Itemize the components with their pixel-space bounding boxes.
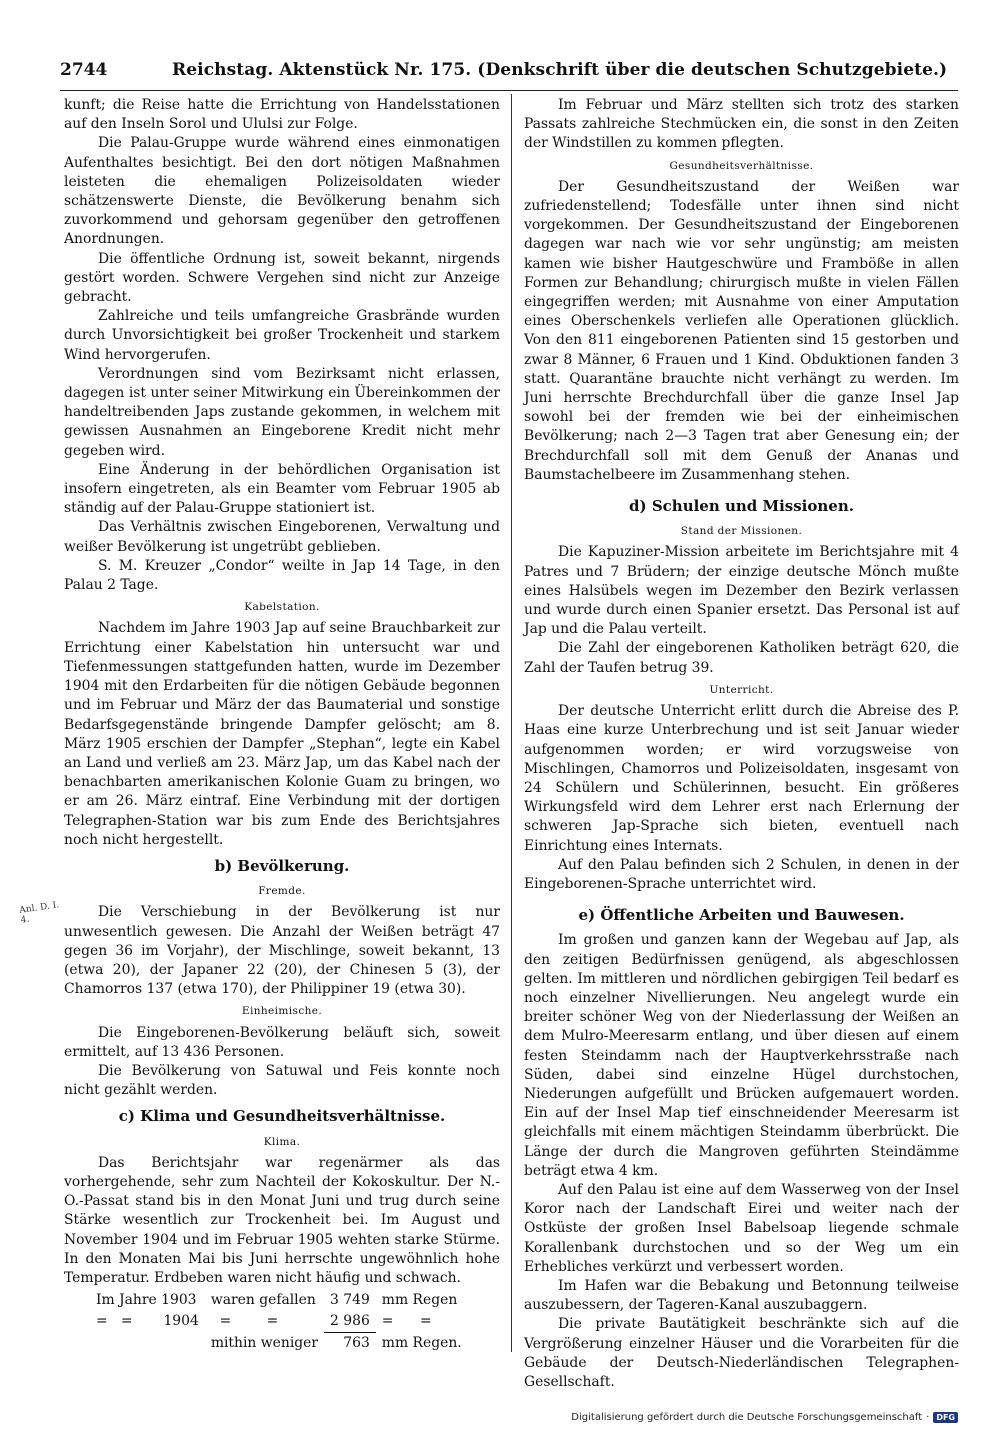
paragraph: Zahlreiche und teils umfangreiche Grasbrände wurden durch Unvorsichtigkeit bei großer Trockenheit und starkem Wind hervorgerufen. <box>64 308 500 363</box>
rainfall-year: 1904 <box>163 1313 199 1330</box>
ditto-mark: = <box>381 1313 394 1330</box>
footer-text: Digitalisierung gefördert durch die Deutsche Forschungsgemeinschaft <box>571 1412 923 1423</box>
paragraph: Die Eingeborenen-Bevölkerung beläuft sich, soweit ermittelt, auf 13 436 Personen. <box>64 1024 500 1060</box>
rainfall-table <box>90 1290 468 1354</box>
paragraph: Eine Änderung in der behördlichen Organisation ist insofern eingetreten, als ein Beamter vom Februar 1905 ab ständig auf der Palau-Gruppe stationiert ist. <box>64 461 500 517</box>
paragraph: Die private Bautätigkeit beschränkte sich auf die Vergrößerung einzelner Häuser und die Vorarbeiten für die Gebäude der Deutsch-Niederländischen Telegraphen-Gesellschaft. <box>524 1316 959 1390</box>
subheading-fremde: Fremde. <box>258 885 306 898</box>
paragraph: Im Hafen war die Bebakung und Betonnung teilweise auszubessern, der Tageren-Kanal auszubaggern. <box>524 1277 959 1314</box>
subheading-klima: Klima. <box>263 1135 301 1148</box>
page-number: 2744 <box>60 60 108 80</box>
rainfall-diff-value: 763 <box>343 1335 370 1352</box>
section-heading-d: d) Schulen und Missionen. <box>629 497 854 516</box>
section-heading-e: e) Öffentliche Arbeiten und Bauwesen. <box>578 906 905 925</box>
paragraph: kunft; die Reise hatte die Errichtung von Handelsstationen auf den Inseln Sorol und Ululsi zur Folge. <box>64 97 500 133</box>
subheading-kabelstation: Kabelstation. <box>244 601 320 614</box>
section-heading-c: c) Klima und Gesundheitsverhältnisse. <box>118 1107 446 1126</box>
ditto-mark: = <box>120 1313 133 1330</box>
footer-separator: · <box>926 1412 930 1423</box>
right-column <box>524 96 959 1392</box>
rainfall-row <box>90 1311 468 1333</box>
paragraph: Nachdem im Jahre 1903 Jap auf seine Brauchbarkeit zur Errichtung einer Kabelstation hin untersucht war und Tiefenmessungen stattgefunden hatten, wurde im Dezember 1904 mit den Erdarbeiten für die nötigen Gebäude begonnen und im Februar und März der das Baumaterial und sonstige Bedarfsgegenstände bringende Dampfer gelöscht; am 8. März 1905 erschien der Dampfer „Stephan“, legte ein Kabel an Land und verließ am 23. März Jap, um das Kabel nach der benachbarten amerikanischen Kolonie Guam zu bringen, wo er am 26. März eintraf. Eine Verbindung mit der dortigen Telegraphen-Station war bis zum Ende des Berichtsjahres noch nicht hergestellt. <box>64 620 500 848</box>
header-rule <box>60 90 958 91</box>
subheading-gesundheit: Gesundheitsverhältnisse. <box>669 159 814 172</box>
running-title: Reichstag. Aktenstück Nr. 175. (Denkschrift über die deutschen Schutzgebiete.) <box>172 60 948 80</box>
page-header <box>60 58 958 88</box>
rainfall-value: 2 986 <box>324 1311 376 1333</box>
rainfall-diff-label: mithin weniger <box>210 1334 319 1351</box>
subheading-unterricht: Unterricht. <box>709 683 774 696</box>
paragraph: Der deutsche Unterricht erlitt durch die Abreise des P. Haas eine kurze Unterbrechung und ist seit Januar wieder aufgenommen worden; er wird vorzugsweise von Mischlingen, Chamorros und Polizeisoldaten, insgesamt von 24 Schülern und Schülerinnen, besucht. Ein größeres Wirkungsfeld wird dem Lehrer erst nach Erlernung der schweren Jap-Sprache sich bieten, eventuell nach Einrichtung eines Internats. <box>524 703 959 854</box>
digitization-footer <box>571 1412 958 1423</box>
ditto-mark: = <box>219 1313 232 1330</box>
rainfall-row <box>90 1333 468 1355</box>
subheading-einheimische: Einheimische. <box>241 1005 323 1018</box>
paragraph: Im Februar und März stellten sich trotz des starken Passats zahlreiche Stechmücken ein, die sonst in den Zeiten der Windstillen zu kommen pflegten. <box>524 97 959 152</box>
rainfall-unit: mm Regen. <box>381 1334 462 1351</box>
paragraph: Im großen und ganzen kann der Wegebau auf Jap, als den zeitigen Bedürfnissen genügend, als abgeschlossen gelten. Im mittleren und nördlichen gebirgigen Teil bedarf es noch einzelner Nivellierungen. Neu angelegt wurde ein breiter schöner Weg von der Niederlassung der Weißen an dem Mulro-Meeresarm entlang, und über diesen auf einem festen Steindamm nach der Hauptverkehrsstraße nach Süden, dabei sind einzelne Hügel durchstochen, Niederungen aufgefüllt und Brücken aufgemauert worden. Ein auf der Insel Map tief einschneidender Meeresarm ist gleichfalls mit einem mächtigen Steindamm überbrückt. Die Länge der durch die Mangroven geführten Steindämme beträgt etwa 4 km. <box>524 932 959 1179</box>
ditto-mark: = <box>266 1313 279 1330</box>
section-heading-b: b) Bevölkerung. <box>214 856 350 875</box>
paragraph: Der Gesundheitszustand der Weißen war zufriedenstellend; Todesfälle unter ihnen sind nicht vorgekommen. Der Gesundheitszustand der Eingeborenen dagegen war nach wie vor sehr ungünstig; am meisten kamen wie bisher Hautgeschwüre und Framböße in allen Formen zur Behandlung; chirurgisch mußte in vielen Fällen eingegriffen werden; mit Ausnahme von einer Amputation eines Oberschenkels verliefen alle Operationen glücklich. Von den 811 eingeborenen Patienten sind 15 gestorben und zwar 8 Männer, 6 Frauen und 1 Kind. Obduktionen fanden 3 statt. Quarantäne brauchte nicht verhängt zu werden. Im Juni herrschte Brechdurchfall über die ganze Insel Jap sowohl bei der fremden wie bei der einheimischen Bevölkerung; nach 2—3 Tagen trat aber Genesung ein; der Brechdurchfall soll mit dem Genuß der Ananas und Baumstachelbeere im Zusammenhang stehen. <box>524 178 959 483</box>
rainfall-row <box>90 1290 468 1311</box>
paragraph: Die Bevölkerung von Satuwal und Feis konnte noch nicht gezählt werden. <box>64 1062 500 1099</box>
paragraph: Auf den Palau ist eine auf dem Wasserweg von der Insel Koror nach der Landschaft Eirei und weiter nach der Ostküste der großen Insel Babelsoap liegende schmale Korallenbank durchstochen und so der Weg um ein Erhebliches verkürzt und verbessert worden. <box>524 1181 959 1275</box>
margin-note: Anl. D. I. 4. <box>18 900 60 926</box>
paragraph: Die Zahl der eingeborenen Katholiken beträgt 620, die Zahl der Taufen betrug 39. <box>524 640 959 676</box>
dfg-logo-icon: DFG <box>933 1412 958 1423</box>
paragraph: Verordnungen sind vom Bezirksamt nicht erlassen, dagegen ist unter seiner Mitwirkung ein Übereinkommen der handeltreibenden Japs zustande gekommen, in welchem mit gewissen Ausnahmen an Eingeborene Kredit nicht mehr gegeben wird. <box>64 365 500 459</box>
rainfall-unit: mm Regen <box>381 1292 458 1309</box>
ditto-mark: = <box>96 1313 108 1330</box>
subheading-stand-missionen: Stand der Missionen. <box>680 525 803 538</box>
rainfall-value: 3 749 <box>330 1292 370 1309</box>
ditto-mark: = <box>419 1313 432 1330</box>
rainfall-year-label <box>90 1311 205 1333</box>
paragraph: Auf den Palau befinden sich 2 Schulen, in denen in der Eingeborenen-Sprache unterrichtet wird. <box>524 856 959 892</box>
left-column <box>64 96 500 1354</box>
rainfall-year-label: Im Jahre 1903 <box>96 1292 197 1309</box>
paragraph: Das Berichtsjahr war regenärmer als das vorhergehende, sehr zum Nachteil der Kokoskultur. Der N.-O.-Passat stand bis in den Monat Juni und trug durch seine Stärke wesentlich zur Trockenheit bei. Im August und November 1904 und im Februar 1905 wehten starke Stürme. In den Monaten Mai bis Juni herrschte ungewöhnlich hohe Temperatur. Erdbeben waren nicht häufig und schwach. <box>64 1154 500 1286</box>
rainfall-verb: waren gefallen <box>210 1292 316 1309</box>
paragraph: Die Verschiebung in der Bevölkerung ist nur unwesentlich gewesen. Die Anzahl der Weißen beträgt 47 gegen 36 im Vorjahr), der Mischlinge, soweit bekannt, 13 (etwa 20), der Japaner 22 (20), der Chinesen 5 (3), der Chamorros 137 (etwa 170), der Philippiner 19 (etwa 30). <box>64 904 500 998</box>
paragraph: Das Verhältnis zwischen Eingeborenen, Verwaltung und weißer Bevölkerung ist ungetrübt geblieben. <box>64 519 500 555</box>
paragraph: Die öffentliche Ordnung ist, soweit bekannt, nirgends gestört worden. Schwere Vergehen sind nicht zur Anzeige gebracht. <box>64 250 500 306</box>
paragraph: Die Palau-Gruppe wurde während eines einmonatigen Aufenthaltes besichtigt. Bei den dort nötigen Maßnahmen leisteten die ehemaligen Polizeisoldaten wieder schätzenswerte Dienste, die Bevölkerung benahm sich zuvorkommend und gehorsam gegenüber den getroffenen Anordnungen. <box>64 135 500 248</box>
rainfall-verb <box>205 1311 324 1333</box>
paragraph: Die Kapuziner-Mission arbeitete im Berichtsjahre mit 4 Patres und 7 Brüdern; der einzige deutsche Mönch mußte eines Halsübels wegen im Dezember den Bezirk verlassen und wurde durch einen Spanier ersetzt. Das Personal ist auf Jap und die Palau verteilt. <box>524 544 959 638</box>
rainfall-unit <box>376 1311 468 1333</box>
column-divider <box>511 94 512 1352</box>
paragraph: S. M. Kreuzer „Condor“ weilte in Jap 14 Tage, in den Palau 2 Tage. <box>64 557 500 594</box>
